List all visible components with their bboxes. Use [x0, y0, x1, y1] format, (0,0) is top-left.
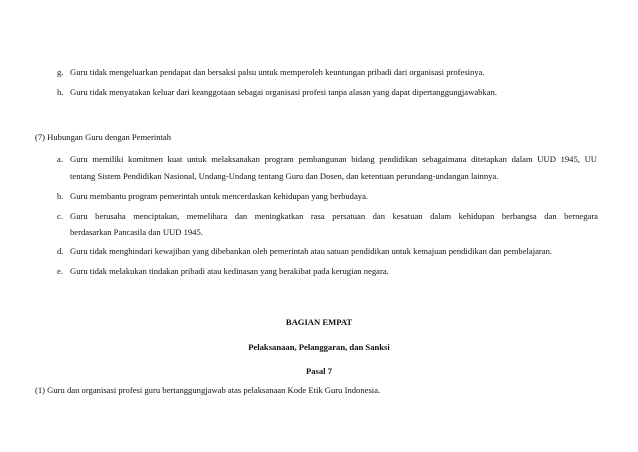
- list-marker-b: b.: [57, 191, 64, 201]
- clause-1: (1) Guru dan organisasi profesi guru bertanggungjawab atas pelaksanaan Kode Etik Guru Indonesia.: [35, 385, 381, 395]
- section-7-heading: (7) Hubungan Guru dengan Pemerintah: [35, 132, 172, 142]
- item-a-line-2: tentang Sistem Pendidikan Nasional, Undang-Undang tentang Guru dan Dosen, dan ketentuan perundang-undangan lainnya.: [70, 171, 499, 181]
- item-e-text: Guru tidak melakukan tindakan pribadi atau kedinasan yang berakibat pada kerugian negara.: [70, 266, 389, 276]
- item-c-line-2: berdasarkan Pancasila dan UUD 1945.: [70, 227, 203, 237]
- item-d-text: Guru tidak menghindari kewajiban yang dibebankan oleh pemerintah atau satuan pendidikan untuk kemajuan pendidikan dan pembelajaran.: [70, 246, 553, 256]
- list-marker-e: e.: [57, 266, 63, 276]
- item-c-line-1: Guru berusaha menciptakan, memelihara dan meningkatkan rasa persatuan dan kesatuan dalam kehidupan berbangsa dan bernegara: [70, 211, 598, 221]
- list-marker-a: a.: [57, 154, 63, 164]
- part-title: BAGIAN EMPAT: [285, 317, 353, 327]
- list-marker-c: c.: [57, 211, 63, 221]
- item-b-text: Guru membantu program pemerintah untuk mencerdaskan kehidupan yang berbudaya.: [70, 191, 369, 201]
- list-marker-d: d.: [57, 246, 64, 256]
- list-marker-h: h.: [57, 87, 64, 97]
- item-a-line-1: Guru memiliki komitmen kuat untuk melaksanakan program pembangunan bidang pendidikan sebagaimana ditetapkan dalam UUD 1945, UU: [70, 154, 597, 164]
- item-h-text: Guru tidak menyatakan keluar dari keanggotaan sebagai organisasi profesi tanpa alasan yang dapat dipertanggungjawabkan.: [70, 87, 497, 97]
- part-subtitle: Pelaksanaan, Pelanggaran, dan Sanksi: [248, 342, 390, 352]
- list-marker-g: g.: [57, 67, 64, 77]
- item-g-text: Guru tidak mengeluarkan pendapat dan bersaksi palsu untuk memperoleh keuntungan pribadi dari organisasi profesinya.: [70, 67, 485, 77]
- article-heading: Pasal 7: [305, 366, 333, 376]
